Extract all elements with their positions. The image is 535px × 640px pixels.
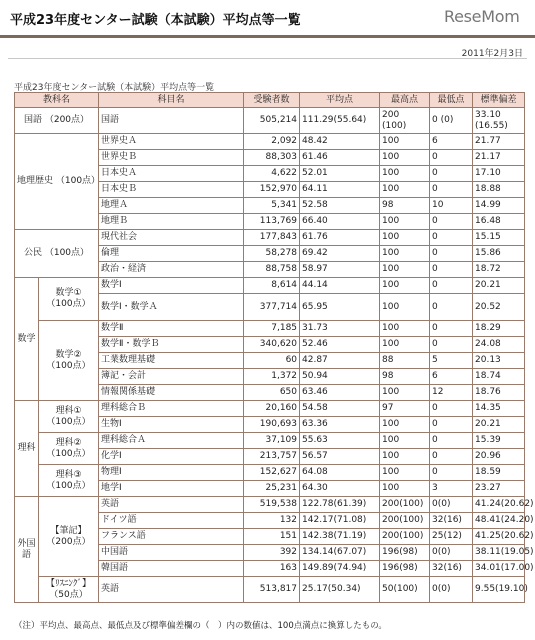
average-cell: 55.63 <box>300 433 380 449</box>
average-cell: 52.46 <box>300 337 380 353</box>
group-cell-sugaku2: 数学② （100点） <box>39 321 99 401</box>
examinees-cell: 392 <box>244 545 300 561</box>
min-score-cell: 0 <box>430 278 473 294</box>
max-score-cell: 100 <box>380 449 430 465</box>
max-score-cell: 100 <box>380 278 430 294</box>
average-cell: 134.14(67.07) <box>300 545 380 561</box>
examinees-cell: 177,843 <box>244 230 300 246</box>
average-cell: 52.58 <box>300 198 380 214</box>
average-cell: 63.46 <box>300 385 380 401</box>
group-cell-listening: 【ﾘｽﾆﾝｸﾞ】 （50点） <box>39 577 99 603</box>
max-score-cell: 100 <box>380 214 430 230</box>
min-score-cell: 0 <box>430 449 473 465</box>
subject-cell: 情報関係基礎 <box>99 385 244 401</box>
min-score-cell: 0 <box>430 401 473 417</box>
sd-cell: 14.99 <box>473 198 525 214</box>
table-header-row <box>15 93 525 108</box>
max-score-cell: 200(100) <box>380 497 430 513</box>
examinees-cell: 20,160 <box>244 401 300 417</box>
examinees-cell: 2,092 <box>244 134 300 150</box>
max-score-cell: 100 <box>380 230 430 246</box>
examinees-cell: 650 <box>244 385 300 401</box>
table-row <box>15 497 525 513</box>
group-cell-chireki: 地理歴史 （100点） <box>15 134 99 230</box>
max-score-cell: 100 <box>380 294 430 321</box>
min-score-cell: 0 <box>430 182 473 198</box>
subject-cell: 理科総合Ｂ <box>99 401 244 417</box>
subject-cell: 化学Ⅰ <box>99 449 244 465</box>
sd-cell: 20.96 <box>473 449 525 465</box>
average-cell: 44.14 <box>300 278 380 294</box>
examinees-cell: 152,970 <box>244 182 300 198</box>
subject-cell: 生物Ⅰ <box>99 417 244 433</box>
page-title: 平成23年度センター試験（本試験）平均点等一覧 <box>10 13 301 28</box>
min-score-cell: 0 <box>430 230 473 246</box>
average-cell: 58.97 <box>300 262 380 278</box>
min-score-cell: 0 <box>430 433 473 449</box>
sd-cell: 15.86 <box>473 246 525 262</box>
group-cell-sugaku: 数学 <box>15 278 39 401</box>
subject-cell: 英語 <box>99 497 244 513</box>
column-header-examinees: 受験者数 <box>244 93 300 108</box>
min-score-cell: 0 <box>430 337 473 353</box>
max-score-cell: 200(100) <box>380 513 430 529</box>
sd-cell: 20.52 <box>473 294 525 321</box>
min-score-cell: 0 (0) <box>430 108 473 134</box>
subject-cell: 地学Ⅰ <box>99 481 244 497</box>
sd-cell: 16.48 <box>473 214 525 230</box>
min-score-cell: 0(0) <box>430 497 473 513</box>
examinees-cell: 190,693 <box>244 417 300 433</box>
sd-cell: 9.55(19.10) <box>473 577 525 603</box>
group-cell-sugaku1: 数学① （100点） <box>39 278 99 321</box>
subject-cell: 国語 <box>99 108 244 134</box>
subject-cell: 地理Ｂ <box>99 214 244 230</box>
examinees-cell: 519,538 <box>244 497 300 513</box>
examinees-cell: 88,303 <box>244 150 300 166</box>
sd-cell: 21.17 <box>473 150 525 166</box>
min-score-cell: 0 <box>430 214 473 230</box>
subject-cell: 数学Ⅰ・数学Ａ <box>99 294 244 321</box>
examinees-cell: 88,758 <box>244 262 300 278</box>
subject-cell: 数学Ⅰ <box>99 278 244 294</box>
min-score-cell: 0(0) <box>430 577 473 603</box>
subject-cell: 韓国語 <box>99 561 244 577</box>
min-score-cell: 0 <box>430 465 473 481</box>
max-score-cell: 97 <box>380 401 430 417</box>
max-score-cell: 100 <box>380 321 430 337</box>
table-row <box>15 278 525 294</box>
group-cell-kokugo: 国語 （200点） <box>15 108 99 134</box>
sd-cell: 41.25(20.62) <box>473 529 525 545</box>
sd-cell: 24.08 <box>473 337 525 353</box>
examinees-cell: 1,372 <box>244 369 300 385</box>
examinees-cell: 25,231 <box>244 481 300 497</box>
max-score-cell: 100 <box>380 166 430 182</box>
subject-cell: 日本史Ａ <box>99 166 244 182</box>
sd-cell: 15.15 <box>473 230 525 246</box>
average-cell: 142.17(71.08) <box>300 513 380 529</box>
examinees-cell: 4,622 <box>244 166 300 182</box>
sd-cell: 20.21 <box>473 278 525 294</box>
sd-cell: 18.74 <box>473 369 525 385</box>
subject-cell: 日本史Ｂ <box>99 182 244 198</box>
column-header-subject: 科目名 <box>99 93 244 108</box>
examinees-cell: 113,769 <box>244 214 300 230</box>
min-score-cell: 6 <box>430 369 473 385</box>
max-score-cell: 100 <box>380 481 430 497</box>
table-caption: 平成23年度センター試験（本試験）平均点等一覧 <box>14 83 215 93</box>
table-row <box>15 230 525 246</box>
max-score-cell: 100 <box>380 182 430 198</box>
min-score-cell: 3 <box>430 481 473 497</box>
min-score-cell: 0 <box>430 166 473 182</box>
group-cell-rika2: 理科② （100点） <box>39 433 99 465</box>
max-score-cell: 100 <box>380 337 430 353</box>
average-cell: 65.95 <box>300 294 380 321</box>
group-cell-komin: 公民 （100点） <box>15 230 99 278</box>
header-bar <box>0 0 535 38</box>
average-cell: 48.42 <box>300 134 380 150</box>
group-cell-rika3: 理科③ （100点） <box>39 465 99 497</box>
table-row <box>15 134 525 150</box>
examinees-cell: 505,214 <box>244 108 300 134</box>
max-score-cell: 100 <box>380 465 430 481</box>
average-cell: 149.89(74.94) <box>300 561 380 577</box>
average-cell: 63.36 <box>300 417 380 433</box>
group-cell-rika: 理科 <box>15 401 39 497</box>
sd-cell: 20.13 <box>473 353 525 369</box>
max-score-cell: 200(100) <box>380 529 430 545</box>
average-cell: 111.29(55.64) <box>300 108 380 134</box>
max-score-cell: 100 <box>380 433 430 449</box>
average-cell: 42.87 <box>300 353 380 369</box>
max-score-cell: 100 <box>380 262 430 278</box>
min-score-cell: 12 <box>430 385 473 401</box>
subject-cell: 英語 <box>99 577 244 603</box>
max-score-cell: 196(98) <box>380 545 430 561</box>
min-score-cell: 0 <box>430 150 473 166</box>
subject-cell: 世界史Ａ <box>99 134 244 150</box>
subject-cell: 世界史Ｂ <box>99 150 244 166</box>
examinees-cell: 60 <box>244 353 300 369</box>
subject-cell: 倫理 <box>99 246 244 262</box>
examinees-cell: 8,614 <box>244 278 300 294</box>
column-header-sd: 標準偏差 <box>473 93 525 108</box>
min-score-cell: 0 <box>430 321 473 337</box>
sd-cell: 18.29 <box>473 321 525 337</box>
examinees-cell: 132 <box>244 513 300 529</box>
min-score-cell: 32(16) <box>430 561 473 577</box>
sd-cell: 21.77 <box>473 134 525 150</box>
average-cell: 61.76 <box>300 230 380 246</box>
subject-cell: 政治・経済 <box>99 262 244 278</box>
examinees-cell: 213,757 <box>244 449 300 465</box>
subject-cell: 工業数理基礎 <box>99 353 244 369</box>
average-cell: 25.17(50.34) <box>300 577 380 603</box>
column-header-max: 最高点 <box>380 93 430 108</box>
max-score-cell: 88 <box>380 353 430 369</box>
average-cell: 66.40 <box>300 214 380 230</box>
column-header-min: 最低点 <box>430 93 473 108</box>
max-score-cell: 196(98) <box>380 561 430 577</box>
sd-cell: 17.10 <box>473 166 525 182</box>
max-score-cell: 200 (100) <box>380 108 430 134</box>
sd-cell: 48.41(24.20) <box>473 513 525 529</box>
subject-cell: フランス語 <box>99 529 244 545</box>
examinees-cell: 340,620 <box>244 337 300 353</box>
max-score-cell: 98 <box>380 198 430 214</box>
group-cell-hikki: 【筆記】 （200点） <box>39 497 99 577</box>
min-score-cell: 25(12) <box>430 529 473 545</box>
average-cell: 64.30 <box>300 481 380 497</box>
table-row <box>15 321 525 337</box>
average-cell: 122.78(61.39) <box>300 497 380 513</box>
examinees-cell: 7,185 <box>244 321 300 337</box>
table-row <box>15 433 525 449</box>
table-row <box>15 401 525 417</box>
subject-cell: 数学Ⅱ <box>99 321 244 337</box>
subject-cell: 理科総合Ａ <box>99 433 244 449</box>
sd-cell: 34.01(17.00) <box>473 561 525 577</box>
min-score-cell: 0 <box>430 294 473 321</box>
max-score-cell: 100 <box>380 246 430 262</box>
divider <box>8 58 527 59</box>
subject-cell: 現代社会 <box>99 230 244 246</box>
sd-cell: 18.76 <box>473 385 525 401</box>
examinees-cell: 58,278 <box>244 246 300 262</box>
results-table <box>14 92 534 603</box>
average-cell: 56.57 <box>300 449 380 465</box>
min-score-cell: 5 <box>430 353 473 369</box>
min-score-cell: 0 <box>430 417 473 433</box>
examinees-cell: 152,627 <box>244 465 300 481</box>
group-cell-rika1: 理科① （100点） <box>39 401 99 433</box>
sd-cell: 18.72 <box>473 262 525 278</box>
average-cell: 64.08 <box>300 465 380 481</box>
examinees-cell: 163 <box>244 561 300 577</box>
sd-cell: 18.59 <box>473 465 525 481</box>
max-score-cell: 100 <box>380 150 430 166</box>
average-cell: 61.46 <box>300 150 380 166</box>
column-header-subject-group: 教科名 <box>15 93 99 108</box>
max-score-cell: 98 <box>380 369 430 385</box>
sd-cell: 15.39 <box>473 433 525 449</box>
average-cell: 54.58 <box>300 401 380 417</box>
min-score-cell: 6 <box>430 134 473 150</box>
examinees-cell: 513,817 <box>244 577 300 603</box>
min-score-cell: 0 <box>430 246 473 262</box>
average-cell: 50.94 <box>300 369 380 385</box>
max-score-cell: 100 <box>380 417 430 433</box>
resemom-logo[interactable]: ReseMom <box>444 7 520 26</box>
max-score-cell: 100 <box>380 385 430 401</box>
examinees-cell: 5,341 <box>244 198 300 214</box>
column-header-average: 平均点 <box>300 93 380 108</box>
subject-cell: 数学Ⅱ・数学Ｂ <box>99 337 244 353</box>
min-score-cell: 32(16) <box>430 513 473 529</box>
examinees-cell: 37,109 <box>244 433 300 449</box>
average-cell: 69.42 <box>300 246 380 262</box>
sd-cell: 20.21 <box>473 417 525 433</box>
publish-date: 2011年2月3日 <box>461 49 523 59</box>
max-score-cell: 50(100) <box>380 577 430 603</box>
average-cell: 52.01 <box>300 166 380 182</box>
max-score-cell: 100 <box>380 134 430 150</box>
table-row <box>15 465 525 481</box>
footnote: （注）平均点、最高点、最低点及び標準偏差欄の（ ）内の数値は、100点満点に換算したもの。 <box>14 621 387 631</box>
examinees-cell: 377,714 <box>244 294 300 321</box>
average-cell: 142.38(71.19) <box>300 529 380 545</box>
subject-cell: 簿記・会計 <box>99 369 244 385</box>
subject-cell: ドイツ語 <box>99 513 244 529</box>
average-cell: 64.11 <box>300 182 380 198</box>
subject-cell: 地理Ａ <box>99 198 244 214</box>
table-row <box>15 577 525 603</box>
table-row <box>15 108 525 134</box>
subject-cell: 物理Ⅰ <box>99 465 244 481</box>
min-score-cell: 0(0) <box>430 545 473 561</box>
group-cell-gaikokugo: 外国語 <box>15 497 39 603</box>
examinees-cell: 151 <box>244 529 300 545</box>
sd-cell: 14.35 <box>473 401 525 417</box>
subject-cell: 中国語 <box>99 545 244 561</box>
sd-cell: 18.88 <box>473 182 525 198</box>
sd-cell: 38.11(19.05) <box>473 545 525 561</box>
sd-cell: 23.27 <box>473 481 525 497</box>
sd-cell: 33.10 (16.55) <box>473 108 525 134</box>
average-cell: 31.73 <box>300 321 380 337</box>
min-score-cell: 0 <box>430 262 473 278</box>
sd-cell: 41.24(20.62) <box>473 497 525 513</box>
min-score-cell: 10 <box>430 198 473 214</box>
